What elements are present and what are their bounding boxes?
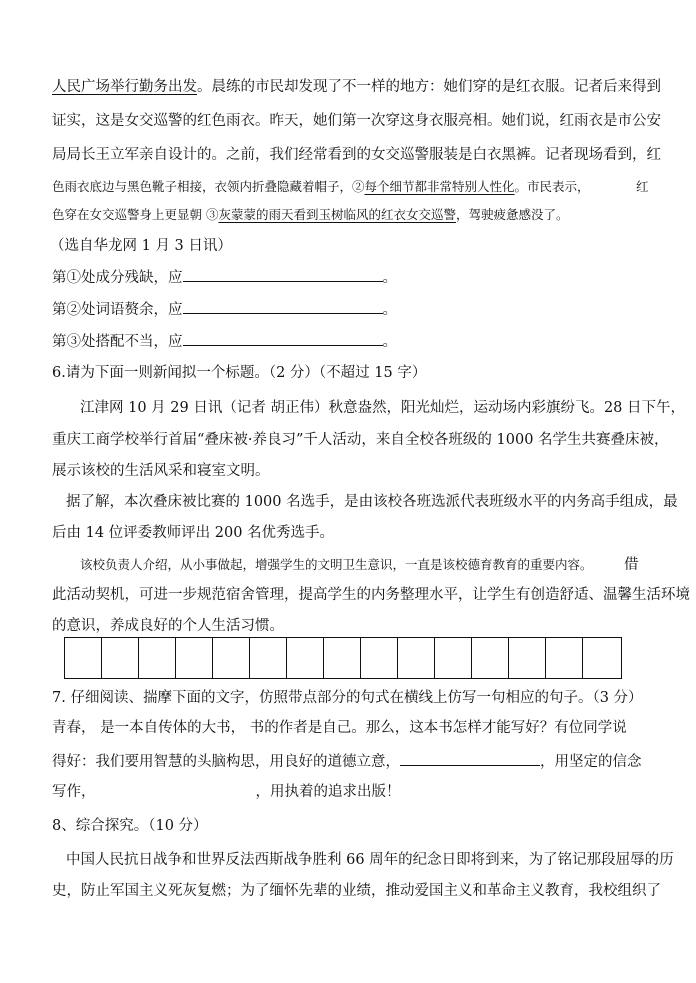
question-8-title: 8、综合探究。（10 分） <box>52 818 208 834</box>
answer-blank[interactable] <box>183 299 383 314</box>
question-6-title: 6.请为下面一则新闻拟一个标题。（2 分）（不超过 15 字） <box>52 365 427 381</box>
news-paragraph-line: 后由 14 位评委教师评出 200 名优秀选手。 <box>52 525 335 541</box>
answer-box[interactable] <box>324 638 361 678</box>
answer-box[interactable] <box>65 638 102 678</box>
underlined-phrase: 灰蒙蒙的雨天看到玉树临风的红衣女交巡警 <box>218 207 456 222</box>
question-7-title: 7. 仔细阅读、揣摩下面的文字，仿照带点部分的句式在横线上仿写一句相应的句子。（3 分） <box>52 690 643 706</box>
paragraph-line: 色雨衣底边与黑色靴子相接，衣领内折叠隐藏着帽子，②每个细节都非常特别人性化。市民表示， 红 <box>52 179 649 194</box>
answer-box[interactable] <box>398 638 435 678</box>
answer-blank[interactable] <box>183 331 383 346</box>
answer-box[interactable] <box>139 638 176 678</box>
answer-box[interactable] <box>250 638 287 678</box>
paragraph-line: 证实，这是女交巡警的红色雨衣。昨天，她们第一次穿这身衣服亮相。她们说，红雨衣是市公安 <box>52 113 661 129</box>
answer-grid <box>64 637 622 679</box>
news-paragraph-line: 据了解，本次叠床被比赛的 1000 名选手，是由该校各班选派代表班级水平的内务高手组成，最 <box>66 494 678 510</box>
passage-line: 得好：我们要用智慧的头脑构思，用良好的道德立意， ，用坚定的信念 <box>52 751 642 772</box>
answer-box[interactable] <box>361 638 398 678</box>
passage-line: 写作， ，用执着的追求出版！ <box>52 784 401 800</box>
answer-box[interactable] <box>509 638 546 678</box>
imitation-blank[interactable] <box>400 751 540 766</box>
news-paragraph-line: 重庆工商学校举行首届“叠床被·养良习”千人活动，来自全校各班级的 1000 名学生共赛叠床被， <box>52 432 669 448</box>
answer-box[interactable] <box>583 638 621 678</box>
answer-box[interactable] <box>102 638 139 678</box>
news-paragraph-line: 此活动契机，可进一步规范宿舍管理，提高学生的内务整理水平，让学生有创造舒适、温馨生活环境 <box>52 587 690 603</box>
underlined-phrase: 每个细节都非常特别人性化 <box>364 179 515 194</box>
answer-box[interactable] <box>546 638 583 678</box>
news-paragraph-line: 展示该校的生活风采和寝室文明。 <box>52 463 270 479</box>
passage-line: 中国人民抗日战争和世界反法西斯战争胜利 66 周年的纪念日即将到来，为了铭记那段屈辱的历 <box>66 852 674 868</box>
answer-box[interactable] <box>472 638 509 678</box>
passage-line: 史，防止军国主义死灰复燃；为了缅怀先辈的业绩，推动爱国主义和革命主义教育，我校组织了 <box>52 883 661 899</box>
underlined-phrase: 人民广场举行勤务出发 <box>52 79 197 95</box>
paragraph-line: 人民广场举行勤务出发。晨练的市民却发现了不一样的地方：她们穿的是红衣服。记者后来得到 <box>52 79 661 95</box>
answer-blank[interactable] <box>183 267 383 282</box>
answer-box[interactable] <box>213 638 250 678</box>
answer-box[interactable] <box>435 638 472 678</box>
question-5c: 第③处搭配不当，应 。 <box>52 331 397 352</box>
source-note: （选自华龙网 1 月 3 日讯） <box>50 238 232 254</box>
answer-box[interactable] <box>176 638 213 678</box>
paragraph-line: 局局长王立军亲自设计的。之前，我们经常看到的女交巡警服装是白衣黑裤。记者现场看到，红 <box>52 147 661 163</box>
news-paragraph-line: 江津网 10 月 29 日讯（记者 胡正伟）秋意盎然，阳光灿烂，运动场内彩旗纷飞。28 日下午， <box>80 400 686 416</box>
answer-box[interactable] <box>287 638 324 678</box>
paragraph-line: 色穿在女交巡警身上更显朝 ③灰蒙蒙的雨天看到玉树临风的红衣女交巡警，驾驶疲惫感没了。 <box>52 207 569 222</box>
passage-line: 青春， 是一本自传体的大书， 书的作者是自己。那么，这本书怎样才能写好？有位同学说 <box>52 720 627 736</box>
news-paragraph-line: 的意识，养成良好的个人生活习惯。 <box>52 618 284 634</box>
question-5a: 第①处成分残缺，应 。 <box>52 267 397 288</box>
question-5b: 第②处词语赘余，应 。 <box>52 299 397 320</box>
news-paragraph-line: 该校负责人介绍，从小事做起，增强学生的文明卫生意识，一直是该校德育教育的重要内容。 借 <box>80 557 639 573</box>
